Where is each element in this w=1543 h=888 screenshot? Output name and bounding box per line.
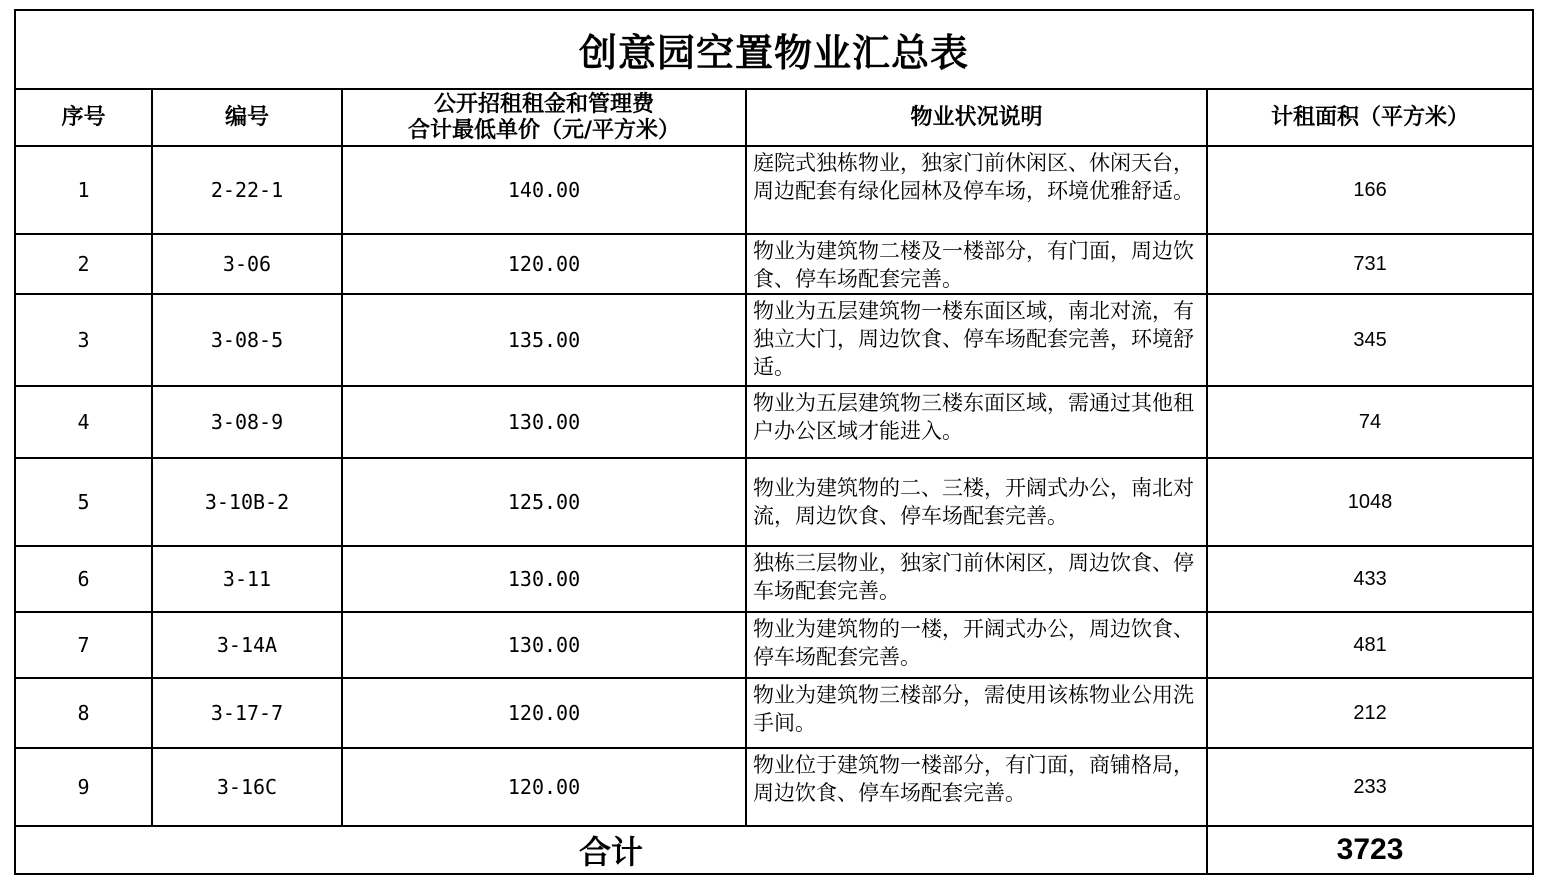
cell-area: 345 [1207,294,1533,386]
cell-desc: 庭院式独栋物业，独家门前休闲区、休闲天台，周边配套有绿化园林及停车场，环境优雅舒适。 [746,146,1207,234]
cell-price: 130.00 [342,546,746,612]
cell-price: 120.00 [342,678,746,748]
cell-desc: 物业为建筑物三楼部分，需使用该栋物业公用洗手间。 [746,678,1207,748]
cell-price: 120.00 [342,234,746,294]
header-seq: 序号 [15,89,152,146]
cell-seq: 3 [15,294,152,386]
cell-area: 433 [1207,546,1533,612]
cell-seq: 2 [15,234,152,294]
cell-price: 130.00 [342,612,746,678]
cell-seq: 1 [15,146,152,234]
cell-price: 140.00 [342,146,746,234]
cell-desc: 物业为建筑物二楼及一楼部分，有门面，周边饮食、停车场配套完善。 [746,234,1207,294]
cell-seq: 8 [15,678,152,748]
cell-desc: 物业为五层建筑物三楼东面区域，需通过其他租户办公区域才能进入。 [746,386,1207,458]
page-title: 创意园空置物业汇总表 [15,10,1533,89]
header-desc: 物业状况说明 [746,89,1207,146]
cell-price: 130.00 [342,386,746,458]
table-row [15,748,1533,826]
total-value: 3723 [1207,826,1533,874]
cell-price: 125.00 [342,458,746,546]
cell-code: 3-08-9 [152,386,342,458]
table-row [15,146,1533,234]
total-row [15,826,1533,874]
cell-desc: 物业位于建筑物一楼部分，有门面，商铺格局，周边饮食、停车场配套完善。 [746,748,1207,826]
table-row [15,386,1533,458]
cell-code: 3-14A [152,612,342,678]
header-code: 编号 [152,89,342,146]
cell-area: 233 [1207,748,1533,826]
cell-seq: 9 [15,748,152,826]
header-area: 计租面积（平方米） [1207,89,1533,146]
table-row [15,678,1533,748]
cell-seq: 5 [15,458,152,546]
cell-price: 120.00 [342,748,746,826]
cell-desc: 独栋三层物业，独家门前休闲区，周边饮食、停车场配套完善。 [746,546,1207,612]
cell-code: 3-08-5 [152,294,342,386]
table-row [15,234,1533,294]
total-label: 合计 [15,826,1207,874]
cell-code: 3-10B-2 [152,458,342,546]
cell-seq: 7 [15,612,152,678]
vacant-property-summary-table [14,9,1534,875]
cell-code: 3-16C [152,748,342,826]
cell-desc: 物业为建筑物的二、三楼，开阔式办公，南北对流，周边饮食、停车场配套完善。 [746,458,1207,546]
cell-area: 74 [1207,386,1533,458]
cell-code: 3-11 [152,546,342,612]
cell-area: 212 [1207,678,1533,748]
table-row [15,458,1533,546]
title-row [15,10,1533,89]
table-row [15,612,1533,678]
cell-code: 3-06 [152,234,342,294]
table-row [15,546,1533,612]
cell-code: 2-22-1 [152,146,342,234]
cell-desc: 物业为五层建筑物一楼东面区域，南北对流，有独立大门，周边饮食、停车场配套完善，环境舒适。 [746,294,1207,386]
cell-price: 135.00 [342,294,746,386]
header-row [15,89,1533,146]
table-row [15,294,1533,386]
cell-desc: 物业为建筑物的一楼，开阔式办公，周边饮食、停车场配套完善。 [746,612,1207,678]
header-price [342,89,746,146]
cell-seq: 6 [15,546,152,612]
cell-area: 166 [1207,146,1533,234]
header-price-line1: 公开招租租金和管理费 [433,91,654,117]
cell-area: 731 [1207,234,1533,294]
cell-code: 3-17-7 [152,678,342,748]
cell-area: 1048 [1207,458,1533,546]
header-price-line2: 合计最低单价（元/平方米） [407,117,681,143]
cell-area: 481 [1207,612,1533,678]
cell-seq: 4 [15,386,152,458]
